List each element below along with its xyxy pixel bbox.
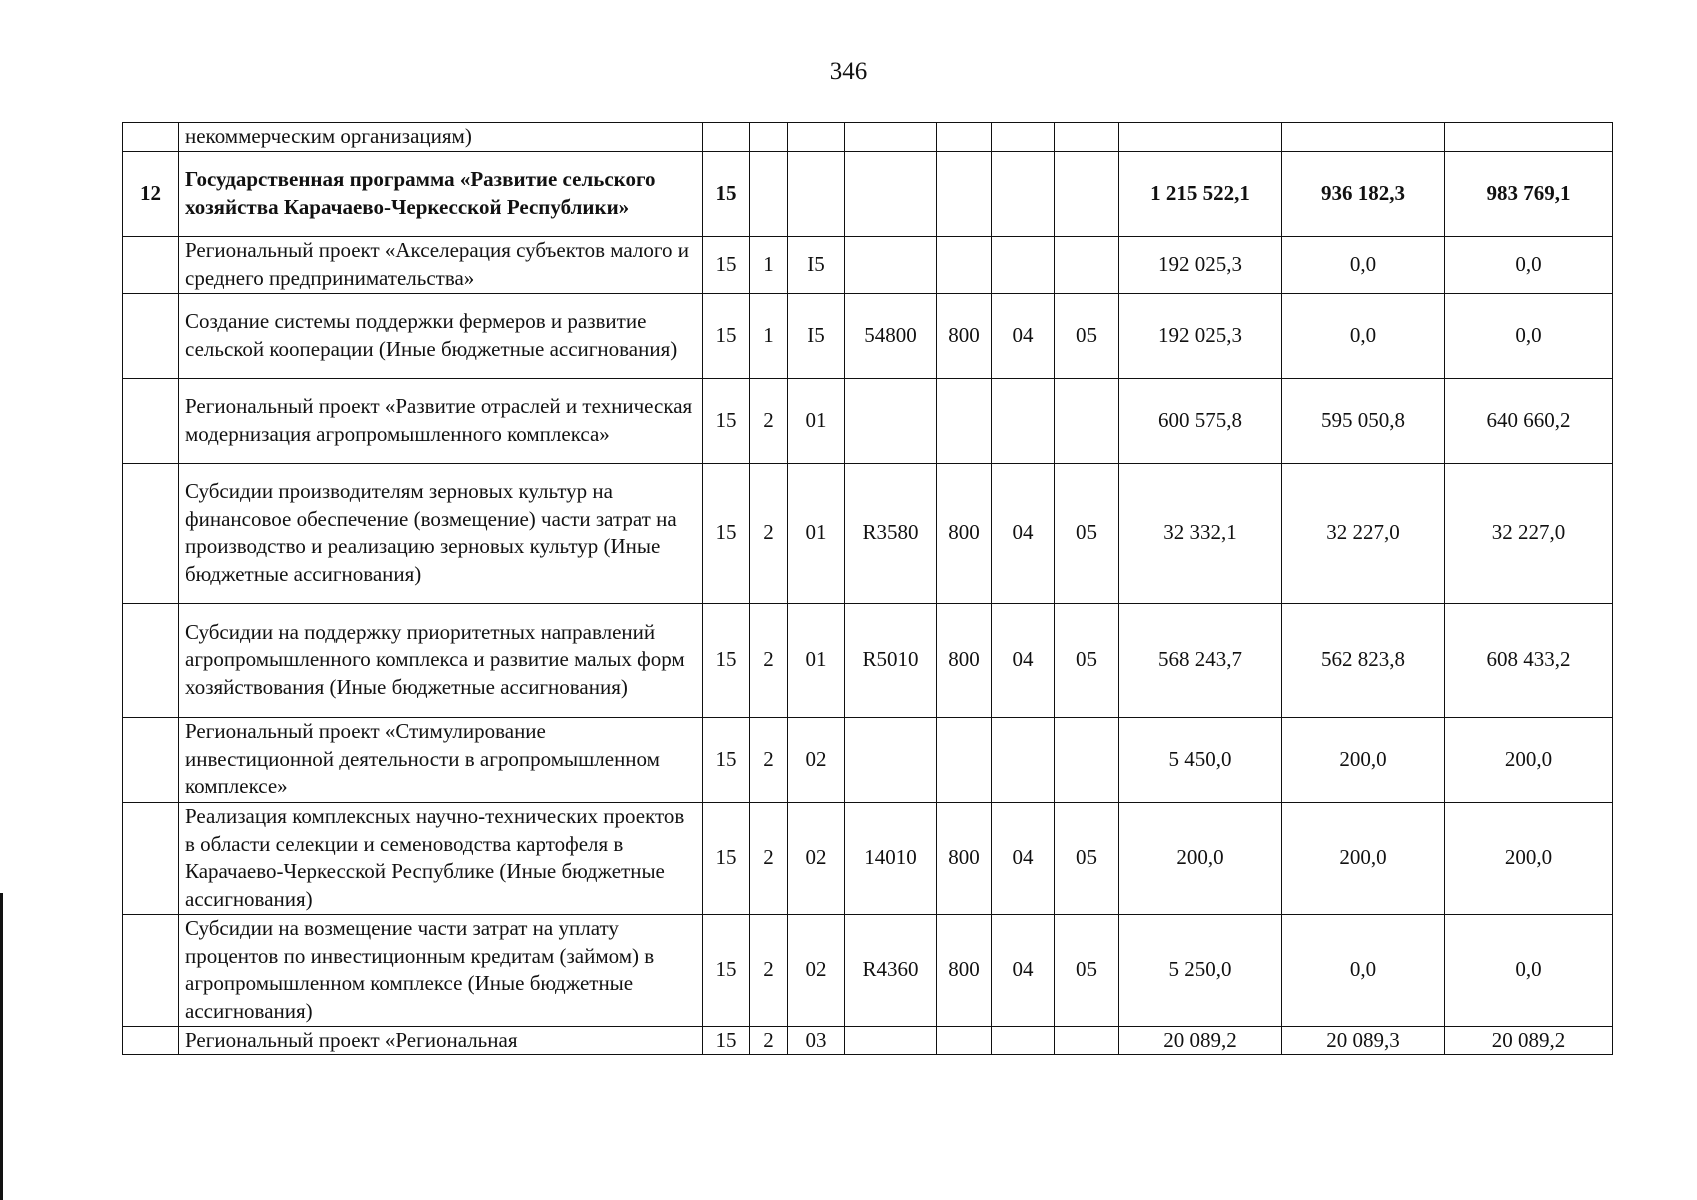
code-expense-type: 800 (937, 603, 992, 717)
amount-year-2: 936 182,3 (1282, 151, 1445, 236)
code-ministry (703, 123, 750, 152)
code-direction: 54800 (845, 293, 937, 378)
code-expense-type (937, 123, 992, 152)
code-subprogram: 1 (750, 236, 788, 293)
table-row (123, 603, 1613, 717)
code-direction: R4360 (845, 914, 937, 1026)
row-name: Субсидии на поддержку приоритетных направлений агропромышленного комплекса и развитие малых форм хозяйствования (Иные бюджетные ассигнования) (179, 603, 703, 717)
code-expense-type (937, 151, 992, 236)
code-expense-type: 800 (937, 914, 992, 1026)
code-section: 04 (992, 293, 1055, 378)
code-expense-type: 800 (937, 802, 992, 914)
code-direction (845, 123, 937, 152)
code-direction (845, 717, 937, 802)
row-name: Создание системы поддержки фермеров и развитие сельской кооперации (Иные бюджетные ассигнования) (179, 293, 703, 378)
code-subsection: 05 (1055, 914, 1119, 1026)
code-section: 04 (992, 914, 1055, 1026)
amount-year-2: 200,0 (1282, 717, 1445, 802)
row-number: 12 (123, 151, 179, 236)
amount-year-3: 608 433,2 (1445, 603, 1613, 717)
code-project: 02 (788, 802, 845, 914)
code-ministry: 15 (703, 293, 750, 378)
amount-year-2: 20 089,3 (1282, 1026, 1445, 1055)
row-name: Региональный проект «Акселерация субъектов малого и среднего предпринимательства» (179, 236, 703, 293)
code-section (992, 123, 1055, 152)
amount-year-3: 640 660,2 (1445, 378, 1613, 463)
row-name: Реализация комплексных научно-технических проектов в области селекции и семеноводства картофеля в Карачаево-Черкесской Республике (Иные бюджетные ассигнования) (179, 802, 703, 914)
code-subprogram: 2 (750, 802, 788, 914)
code-subsection: 05 (1055, 293, 1119, 378)
code-ministry: 15 (703, 151, 750, 236)
code-direction (845, 378, 937, 463)
code-direction: 14010 (845, 802, 937, 914)
table-row (123, 717, 1613, 802)
code-subprogram: 2 (750, 1026, 788, 1055)
code-subsection (1055, 1026, 1119, 1055)
row-name: некоммерческим организациям) (179, 123, 703, 152)
amount-year-3: 983 769,1 (1445, 151, 1613, 236)
row-number (123, 717, 179, 802)
page-number: 346 (829, 58, 868, 85)
code-section: 04 (992, 603, 1055, 717)
code-subsection: 05 (1055, 603, 1119, 717)
code-ministry: 15 (703, 236, 750, 293)
amount-year-1: 192 025,3 (1119, 293, 1282, 378)
code-ministry: 15 (703, 378, 750, 463)
table-row (123, 463, 1613, 603)
row-number (123, 603, 179, 717)
code-expense-type (937, 378, 992, 463)
row-number (123, 236, 179, 293)
amount-year-3: 20 089,2 (1445, 1026, 1613, 1055)
code-direction: R3580 (845, 463, 937, 603)
amount-year-2: 0,0 (1282, 236, 1445, 293)
amount-year-2: 562 823,8 (1282, 603, 1445, 717)
budget-table (122, 122, 1613, 1055)
table-row (123, 123, 1613, 152)
code-expense-type: 800 (937, 463, 992, 603)
amount-year-1: 1 215 522,1 (1119, 151, 1282, 236)
table-row (123, 802, 1613, 914)
code-subsection (1055, 151, 1119, 236)
code-subsection: 05 (1055, 802, 1119, 914)
code-subsection (1055, 378, 1119, 463)
code-ministry: 15 (703, 802, 750, 914)
amount-year-1: 5 250,0 (1119, 914, 1282, 1026)
row-number (123, 123, 179, 152)
row-name: Государственная программа «Развитие сельского хозяйства Карачаево-Черкесской Республики» (179, 151, 703, 236)
code-project: I5 (788, 293, 845, 378)
code-section: 04 (992, 463, 1055, 603)
row-name: Региональный проект «Стимулирование инвестиционной деятельности в агропромышленном комплексе» (179, 717, 703, 802)
amount-year-1: 192 025,3 (1119, 236, 1282, 293)
code-subsection (1055, 123, 1119, 152)
amount-year-2: 0,0 (1282, 293, 1445, 378)
amount-year-3: 0,0 (1445, 236, 1613, 293)
code-section: 04 (992, 802, 1055, 914)
code-project (788, 123, 845, 152)
row-number (123, 1026, 179, 1055)
code-expense-type (937, 1026, 992, 1055)
row-name: Региональный проект «Региональная (179, 1026, 703, 1055)
amount-year-1: 200,0 (1119, 802, 1282, 914)
row-number (123, 802, 179, 914)
table-row (123, 914, 1613, 1026)
code-subprogram (750, 123, 788, 152)
amount-year-1: 20 089,2 (1119, 1026, 1282, 1055)
code-subprogram: 2 (750, 914, 788, 1026)
amount-year-1: 5 450,0 (1119, 717, 1282, 802)
code-project (788, 151, 845, 236)
code-project: 01 (788, 378, 845, 463)
row-number (123, 463, 179, 603)
amount-year-3: 200,0 (1445, 802, 1613, 914)
table-row (123, 1026, 1613, 1055)
code-expense-type: 800 (937, 293, 992, 378)
code-subprogram (750, 151, 788, 236)
code-ministry: 15 (703, 914, 750, 1026)
code-expense-type (937, 236, 992, 293)
code-subprogram: 2 (750, 603, 788, 717)
code-subsection (1055, 717, 1119, 802)
amount-year-1: 600 575,8 (1119, 378, 1282, 463)
amount-year-1 (1119, 123, 1282, 152)
row-name: Региональный проект «Развитие отраслей и техническая модернизация агропромышленного комплекса» (179, 378, 703, 463)
code-subprogram: 2 (750, 463, 788, 603)
code-direction: R5010 (845, 603, 937, 717)
code-section (992, 378, 1055, 463)
table-row (123, 151, 1613, 236)
amount-year-2 (1282, 123, 1445, 152)
code-ministry: 15 (703, 603, 750, 717)
code-ministry: 15 (703, 717, 750, 802)
table-row (123, 378, 1613, 463)
amount-year-3 (1445, 123, 1613, 152)
code-ministry: 15 (703, 463, 750, 603)
row-number (123, 293, 179, 378)
code-subprogram: 1 (750, 293, 788, 378)
code-project: 03 (788, 1026, 845, 1055)
code-expense-type (937, 717, 992, 802)
code-ministry: 15 (703, 1026, 750, 1055)
amount-year-2: 595 050,8 (1282, 378, 1445, 463)
row-name: Субсидии на возмещение части затрат на уплату процентов по инвестиционным кредитам (займом) в агропромышленном комплексе (Иные бюджетные ассигнования) (179, 914, 703, 1026)
amount-year-3: 32 227,0 (1445, 463, 1613, 603)
row-number (123, 378, 179, 463)
code-section (992, 236, 1055, 293)
table-row (123, 236, 1613, 293)
code-subprogram: 2 (750, 378, 788, 463)
row-name: Субсидии производителям зерновых культур на финансовое обеспечение (возмещение) части затрат на производство и реализацию зерновых культур (Иные бюджетные ассигнования) (179, 463, 703, 603)
code-project: 01 (788, 463, 845, 603)
amount-year-1: 568 243,7 (1119, 603, 1282, 717)
code-subsection: 05 (1055, 463, 1119, 603)
code-direction (845, 1026, 937, 1055)
code-project: 02 (788, 717, 845, 802)
amount-year-3: 200,0 (1445, 717, 1613, 802)
amount-year-2: 32 227,0 (1282, 463, 1445, 603)
code-section (992, 1026, 1055, 1055)
code-project: 02 (788, 914, 845, 1026)
code-direction (845, 236, 937, 293)
row-number (123, 914, 179, 1026)
code-direction (845, 151, 937, 236)
amount-year-2: 200,0 (1282, 802, 1445, 914)
code-subprogram: 2 (750, 717, 788, 802)
code-project: I5 (788, 236, 845, 293)
code-project: 01 (788, 603, 845, 717)
code-section (992, 151, 1055, 236)
code-section (992, 717, 1055, 802)
amount-year-3: 0,0 (1445, 914, 1613, 1026)
amount-year-1: 32 332,1 (1119, 463, 1282, 603)
scan-edge-mark (0, 893, 3, 1200)
amount-year-2: 0,0 (1282, 914, 1445, 1026)
table-row (123, 293, 1613, 378)
amount-year-3: 0,0 (1445, 293, 1613, 378)
code-subsection (1055, 236, 1119, 293)
